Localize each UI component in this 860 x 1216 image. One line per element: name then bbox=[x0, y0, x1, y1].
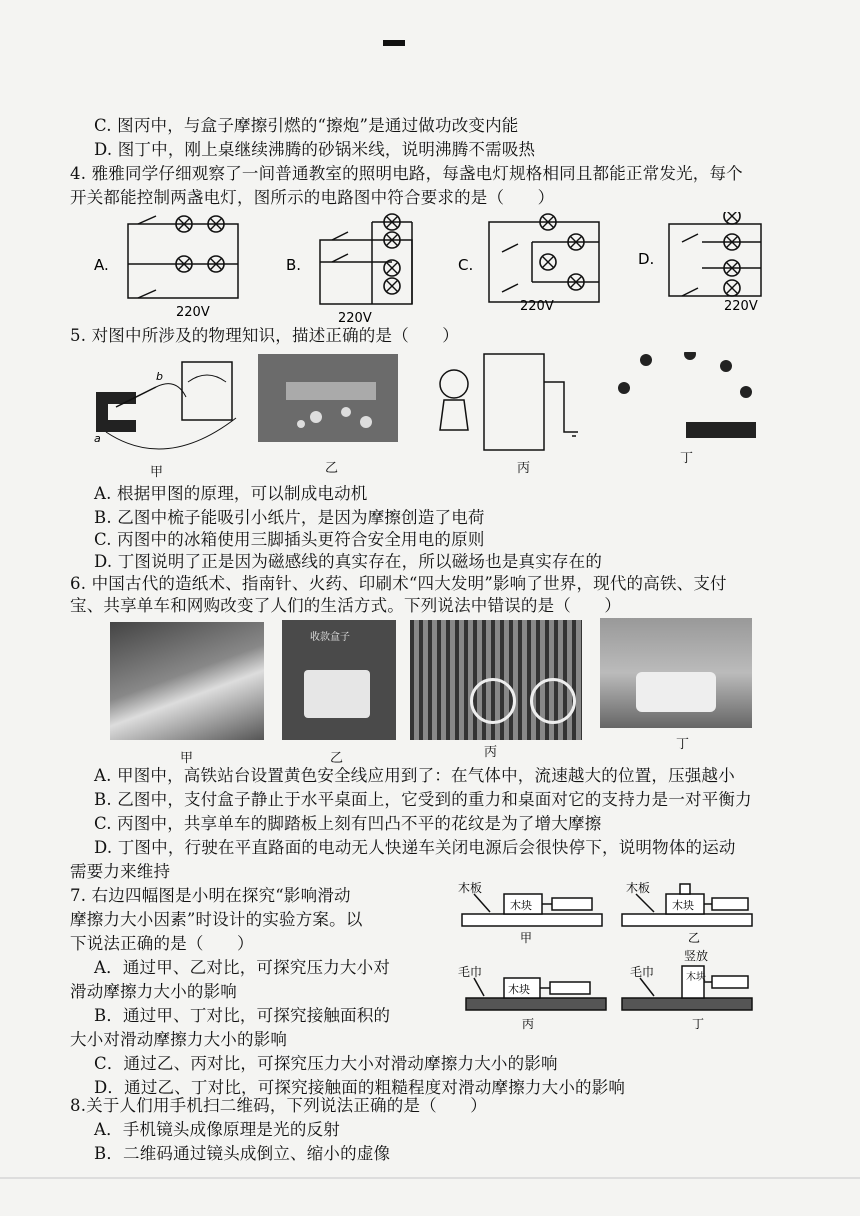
q7-label-board-jia: 木板 bbox=[458, 881, 483, 895]
q5-option-d: D. 丁图说明了正是因为磁感线的真实存在，所以磁场也是真实存在的 bbox=[94, 552, 603, 571]
q5-caption-ding: 丁 bbox=[680, 451, 694, 466]
q5-caption-yi: 乙 bbox=[325, 461, 339, 476]
q4-voltage-c: 220V bbox=[520, 299, 554, 314]
q6-payment-box-sign: 收款盒子 bbox=[310, 632, 350, 643]
q4-label-d: D. bbox=[638, 250, 655, 268]
q6-photo-payment-box bbox=[282, 620, 396, 740]
q6-caption-jia: 甲 bbox=[180, 751, 194, 766]
page-bottom-divider bbox=[0, 1177, 860, 1179]
q7-label-block-ding: 木块 bbox=[686, 972, 706, 983]
q6-caption-bing: 丙 bbox=[484, 745, 498, 760]
q4-label-b: B. bbox=[286, 256, 302, 274]
q6-option-c: C. 丙图中，共享单车的脚踏板上刻有凹凸不平的花纹是为了增大摩擦 bbox=[94, 814, 602, 833]
q7-label-block-bing: 木块 bbox=[508, 983, 530, 996]
q7-stem-1: 7. 右边四幅图是小明在探究“影响滑动 bbox=[70, 886, 351, 905]
q5-fig-jia bbox=[94, 362, 236, 449]
q4-voltage-d: 220V bbox=[724, 299, 758, 314]
q6-caption-yi: 乙 bbox=[330, 751, 344, 766]
q7-caption-yi: 乙 bbox=[688, 931, 701, 945]
q6-stem-2: 宝、共享单车和网购改变了人们的生活方式。下列说法中错误的是（ ） bbox=[70, 596, 622, 615]
q6-photo-high-speed-train bbox=[110, 622, 264, 740]
q7-option-b-cont: 大小对滑动摩擦力大小的影响 bbox=[70, 1030, 288, 1049]
q7-stem-2: 摩擦力大小因素”时设计的实验方案。以 bbox=[70, 910, 363, 929]
q7-option-d: D．通过乙、丁对比，可探究接触面的粗糙程度对滑动摩擦力大小的影响 bbox=[94, 1078, 626, 1097]
q7-label-towel-ding: 毛巾 bbox=[630, 965, 655, 979]
q3-option-c: C. 图丙中，与盒子摩擦引燃的“擦炮”是通过做功改变内能 bbox=[94, 116, 519, 135]
q5-option-a: A. 根据甲图的原理，可以制成电动机 bbox=[94, 484, 368, 503]
q7-caption-jia: 甲 bbox=[520, 931, 533, 945]
svg-text:a: a bbox=[94, 432, 101, 445]
q8-option-a: A．手机镜头成像原理是光的反射 bbox=[94, 1120, 340, 1139]
q6-option-b: B. 乙图中，支付盒子静止于水平桌面上，它受到的重力和桌面对它的支持力是一对平衡力 bbox=[94, 790, 752, 809]
q7-label-board-yi: 木板 bbox=[626, 881, 651, 895]
q7-stem-3: 下说法正确的是（ ） bbox=[70, 934, 254, 953]
q7-caption-bing: 丙 bbox=[522, 1017, 535, 1030]
q6-photo-delivery-vehicle bbox=[600, 618, 752, 728]
q7-option-a-cont: 滑动摩擦力大小的影响 bbox=[70, 982, 237, 1001]
q8-stem: 8.关于人们用手机扫二维码，下列说法正确的是（ ） bbox=[70, 1096, 487, 1115]
page-top-mark bbox=[383, 40, 405, 46]
q6-option-d: D. 丁图中，行驶在平直路面的电动无人快递车关闭电源后会很快停下，说明物体的运动 bbox=[94, 838, 736, 857]
q7-option-b: B．通过甲、丁对比，可探究接触面积的 bbox=[94, 1006, 391, 1025]
q7-label-towel-bing: 毛巾 bbox=[458, 965, 483, 979]
q3-option-d: D. 图丁中，刚上桌继续沸腾的砂锅米线，说明沸腾不需吸热 bbox=[94, 140, 536, 159]
q7-option-a: A．通过甲、乙对比，可探究压力大小对 bbox=[94, 958, 391, 977]
q4-label-a: A. bbox=[94, 256, 109, 274]
q4-stem-1: 4. 雅雅同学仔细观察了一间普通教室的照明电路，每盏电灯规格相同且都能正常发光，每个 bbox=[70, 164, 743, 183]
q6-photo-shared-bikes bbox=[410, 620, 582, 740]
q7-label-block-yi: 木块 bbox=[672, 899, 694, 912]
q5-caption-jia: 甲 bbox=[150, 465, 164, 480]
q4-circuit-diagrams bbox=[92, 212, 852, 324]
q7-friction-figures bbox=[454, 880, 754, 1030]
q4-label-c: C. bbox=[458, 256, 474, 274]
q6-option-a: A. 甲图中，高铁站台设置黄色安全线应用到了：在气体中，流速越大的位置，压强越小 bbox=[94, 766, 735, 785]
q5-stem: 5. 对图中所涉及的物理知识，描述正确的是（ ） bbox=[70, 326, 459, 345]
svg-text:b: b bbox=[156, 370, 163, 383]
q6-option-d-cont: 需要力来维持 bbox=[70, 862, 171, 881]
q5-option-c: C. 丙图中的冰箱使用三脚插头更符合安全用电的原则 bbox=[94, 530, 485, 549]
q7-option-c: C．通过乙、丙对比，可探究压力大小对滑动摩擦力大小的影响 bbox=[94, 1054, 558, 1073]
q7-caption-ding: 丁 bbox=[692, 1017, 705, 1030]
q5-option-b: B. 乙图中梳子能吸引小纸片，是因为摩擦创造了电荷 bbox=[94, 508, 485, 527]
q7-label-block-jia: 木块 bbox=[510, 899, 532, 912]
q6-caption-ding: 丁 bbox=[676, 737, 690, 752]
q4-voltage-a: 220V bbox=[176, 305, 210, 320]
q8-option-b: B．二维码通过镜头成倒立、缩小的虚像 bbox=[94, 1144, 391, 1163]
q4-stem-2: 开关都能控制两盏电灯，图所示的电路图中符合要求的是（ ） bbox=[70, 188, 555, 207]
q7-label-upright: 竖放 bbox=[684, 949, 709, 963]
q5-caption-bing: 丙 bbox=[517, 461, 531, 476]
q4-voltage-b: 220V bbox=[338, 311, 372, 324]
q6-stem-1: 6. 中国古代的造纸术、指南针、火药、印刷术“四大发明”影响了世界，现代的高铁、支付 bbox=[70, 574, 727, 593]
